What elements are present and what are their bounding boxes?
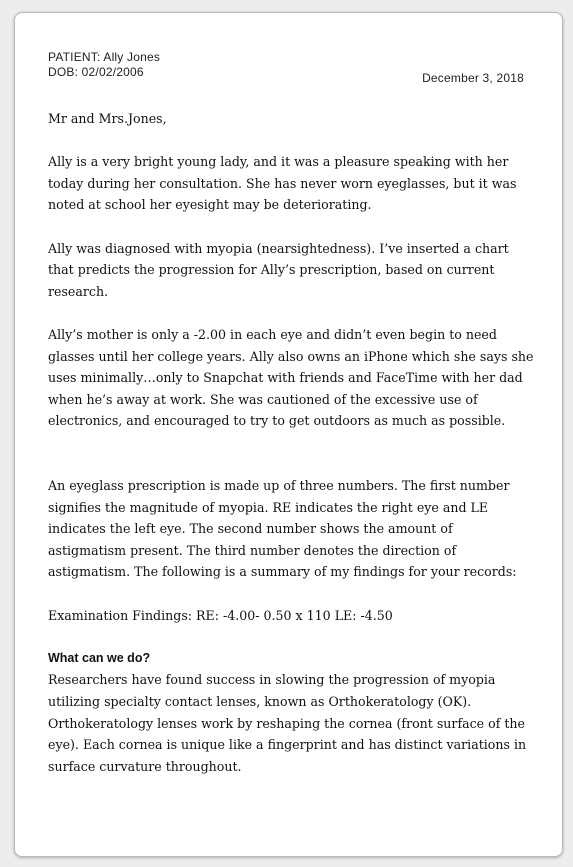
patient-dob: DOB: 02/02/2006 bbox=[48, 65, 144, 79]
letter-body bbox=[48, 108, 534, 777]
paragraph-diagnosis: Ally was diagnosed with myopia (nearsightedness). I’ve inserted a chart that predicts the progression for Ally’s prescription, based on current research. bbox=[48, 240, 509, 299]
patient-name: PATIENT: Ally Jones bbox=[48, 50, 161, 64]
paragraph-consultation: Ally is a very bright young lady, and it was a pleasure speaking with her today during her consultation. She has never worn eyeglasses, but it was noted at school her eyesight may be deteriorating. bbox=[48, 154, 517, 213]
paragraph-orthokeratology: Researchers have found success in slowing the progression of myopia utilizing specialty contact lenses, known as Orthokeratology (OK). Orthokeratology lenses work by reshaping the cornea (front surface of the eye). Each cornea is unique like a fingerprint and has distinct variations in surface curvature throughout. bbox=[48, 672, 527, 774]
examination-findings: Examination Findings: RE: -4.00- 0.50 x 110 LE: -4.50 bbox=[48, 607, 393, 623]
salutation: Mr and Mrs.Jones, bbox=[48, 111, 167, 126]
letter-date: December 3, 2018 bbox=[422, 71, 524, 85]
section-heading: What can we do? bbox=[48, 650, 151, 665]
letter-page bbox=[14, 12, 563, 857]
patient-info bbox=[48, 50, 160, 80]
paragraph-prescription-explainer: An eyeglass prescription is made up of three numbers. The first number signifies the magnitude of myopia. RE indicates the right eye and LE indicates the left eye. The second number shows the amount of astigmatism present. The third number denotes the direction of astigmatism. The following is a summary of my findings for your records: bbox=[48, 478, 517, 580]
paragraph-history: Ally’s mother is only a -2.00 in each eye and didn’t even begin to need glasses until her college years. Ally also owns an iPhone which she says she uses minimally…only to Snapchat with friends and FaceTime with her dad when he’s away at work. She was cautioned of the excessive use of electronics, and encouraged to try to get outdoors as much as possible. bbox=[48, 326, 534, 429]
